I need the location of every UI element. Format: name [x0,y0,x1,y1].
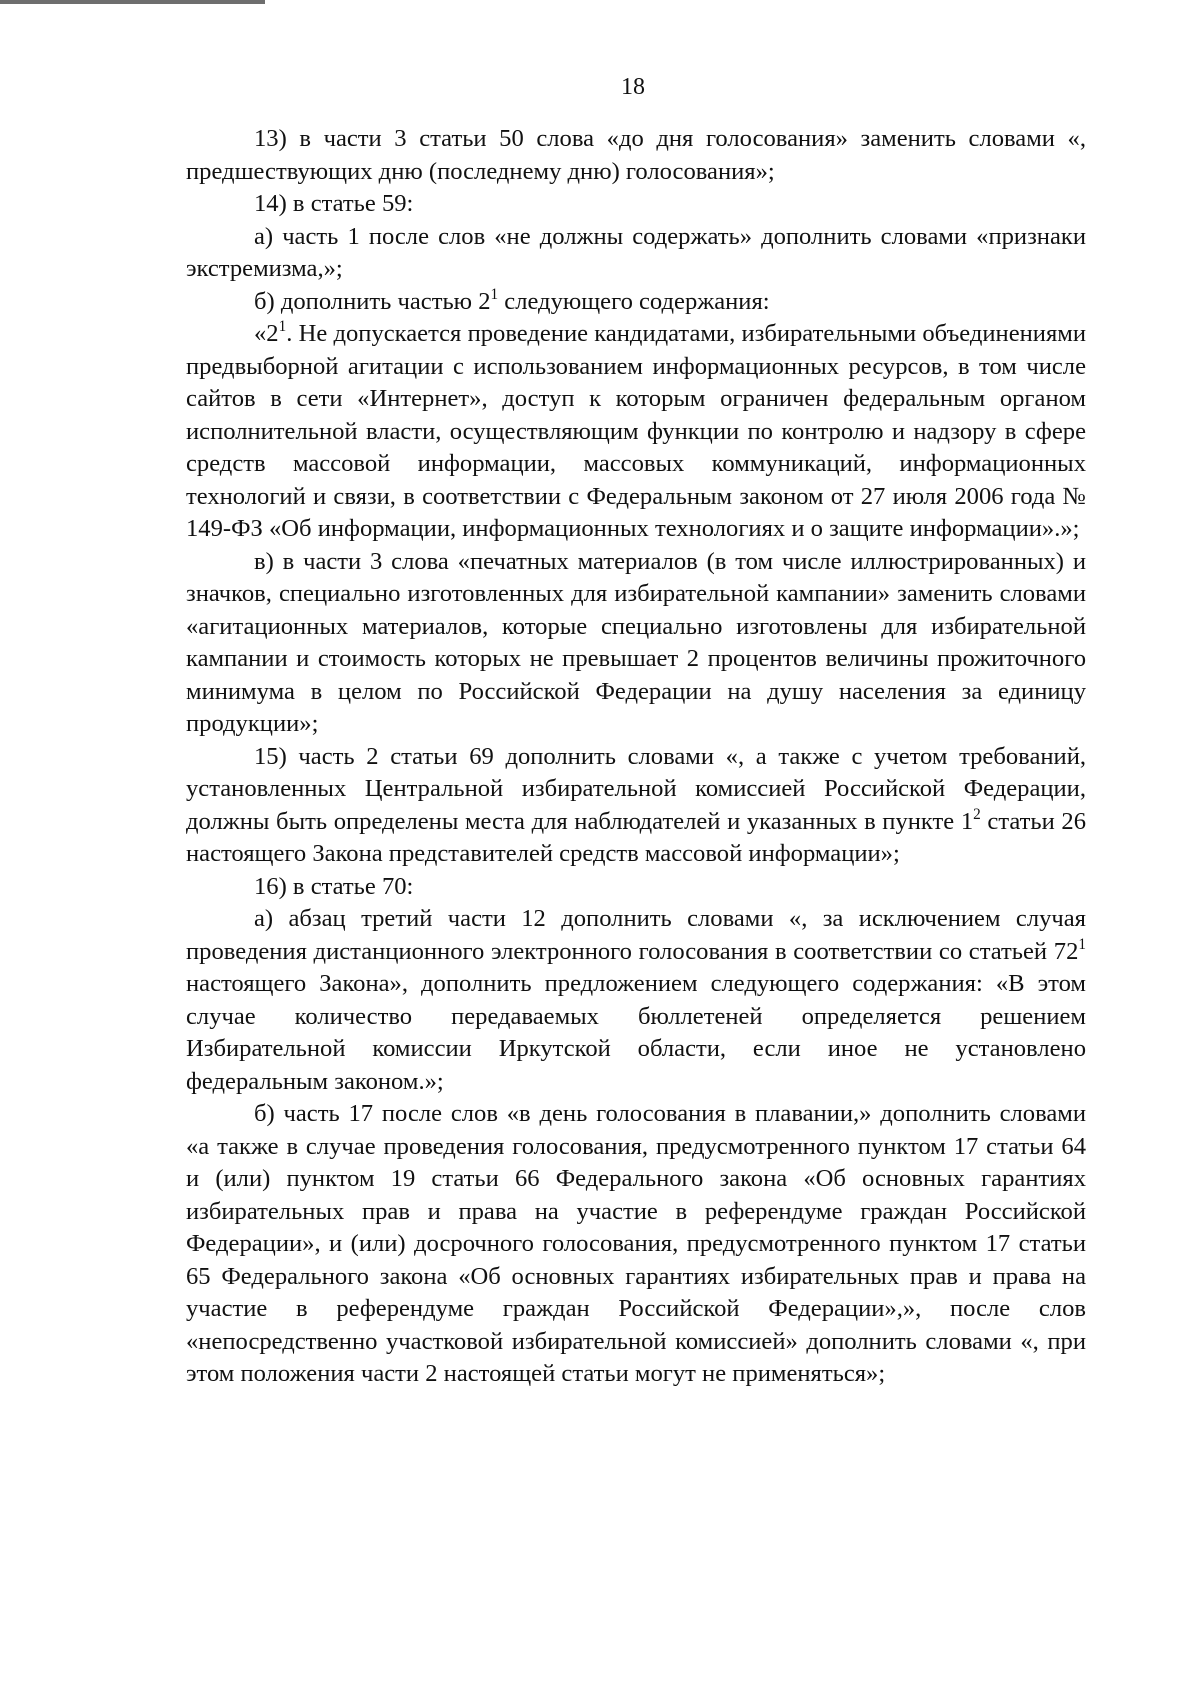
superscript: 1 [278,318,287,336]
paragraph-text: статьи 26 настоящего Закона представителей средств массовой информации»; [186,807,1086,867]
paragraph-14a: а) часть 1 после слов «не должны содержать» дополнить словами «признаки экстремизма,»; [186,222,1086,282]
paragraph-text: б) дополнить частью 2 [254,287,491,315]
paragraph-text: а) абзац третий части 12 дополнить словами «, за исключением случая проведения дистанционного электронного голосования в соответствии со статьей 72 [186,905,1086,965]
paragraph-text: следующего содержания: [498,287,770,315]
scan-edge-mark [0,0,265,4]
paragraph-15 [186,741,1086,871]
superscript: 1 [490,285,499,303]
paragraph-16: 16) в статье 70: [254,872,414,900]
paragraph-14: 14) в статье 59: [254,190,414,217]
superscript: 1 [1078,935,1086,953]
superscript: 2 [973,805,981,823]
paragraph-text: настоящего Закона», дополнить предложением следующего содержания: «В этом случае количество передаваемых бюллетеней определяется решением Избирательной комиссии Иркутской области, если иное не установлено федеральным законом.»; [186,970,1086,1095]
paragraph-part-2-1 [186,318,1086,546]
paragraph-16a [186,903,1086,1098]
paragraph-text: . Не допускается проведение кандидатами, избирательными объединениями предвыборной агитации с использованием информационных ресурсов, в том числе сайтов в сети «Интернет», доступ к которым ограничен федеральным органом исполнительной власти, осуществляющим функции по контролю и надзору в сфере средств массовой информации, массовых коммуникаций, информационных технологий и связи, в соответствии с Федеральным законом от 27 июля 2006 года № 149-ФЗ «Об информации, информационных технологиях и о защите информации».»; [186,320,1086,542]
paragraph-13: 13) в части 3 статьи 50 слова «до дня голосования» заменить словами «, предшествующих дню (последнему дню) голосования»; [186,125,1086,185]
paragraph-text: 15) часть 2 статьи 69 дополнить словами «, а также с учетом требований, установленных Центральной избирательной комиссией Российской Федерации, должны быть определены места для наблюдателей и указанных в пункте 1 [186,742,1086,835]
paragraph-text: «2 [254,320,279,347]
paragraph-14b [186,286,1086,319]
page-number: 18 [621,74,645,100]
paragraph-14v: в) в части 3 слова «печатных материалов (в том числе иллюстрированных) и значков, специально изготовленных для избирательной кампании» заменить словами «агитационных материалов, которые специально изготовлены для избирательной кампании и стоимость которых не превышает 2 процентов величины прожиточного минимума в целом по Российской Федерации на душу населения за единицу продукции»; [186,547,1086,737]
paragraph-16b: б) часть 17 после слов «в день голосования в плавании,» дополнить словами «а также в случае проведения голосования, предусмотренного пунктом 17 статьи 64 и (или) пунктом 19 статьи 66 Федерального закона «Об основных гарантиях избирательных прав и права на участие в референдуме граждан Российской Федерации», и (или) досрочного голосования, предусмотренного пунктом 17 статьи 65 Федерального закона «Об основных гарантиях избирательных прав и права на участие в референдуме граждан Российской Федерации»,», после слов «непосредственно участковой избирательной комиссией» дополнить словами «, при этом положения части 2 настоящей статьи могут не применяться»; [186,1100,1086,1387]
document-body [186,123,1086,1391]
